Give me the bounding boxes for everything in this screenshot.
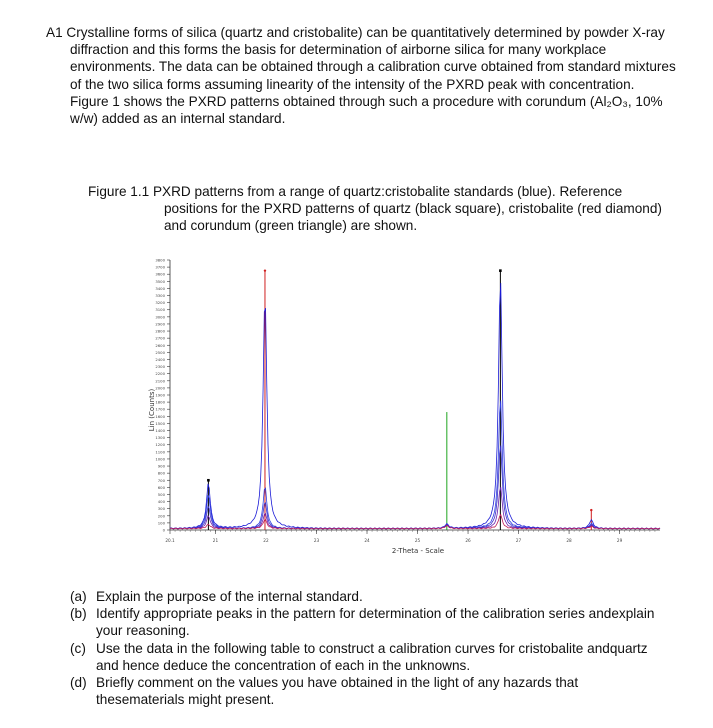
y-tick-label: 2400 [155, 356, 165, 362]
pattern-series [170, 283, 660, 529]
y-tick-label: 2000 [155, 385, 165, 391]
x-tick-label: 20.1 [165, 538, 175, 543]
x-tick-label: 27 [515, 538, 522, 543]
question-item [70, 640, 670, 674]
y-axis [155, 258, 170, 533]
x-tick-label: 25 [414, 538, 421, 543]
y-tick-label: 2900 [155, 321, 165, 327]
question-item [70, 588, 670, 605]
y-tick-label: 2800 [155, 328, 165, 334]
quartz-square-marker [207, 479, 210, 482]
pattern-line-standard-3 [170, 445, 660, 528]
y-tick-label: 700 [157, 477, 165, 483]
y-tick-label: 900 [157, 463, 165, 469]
y-tick-label: 500 [157, 491, 165, 497]
x-tick-label: 21 [212, 538, 219, 543]
y-tick-label: 300 [157, 506, 165, 512]
y-tick-label: 1800 [155, 399, 165, 405]
y-axis-label: Lin (Counts) [148, 388, 156, 432]
question-item [70, 674, 670, 708]
pattern-line-standard-1 [170, 283, 660, 529]
x-tick-label: 22 [263, 538, 269, 543]
y-tick-label: 1000 [155, 456, 165, 462]
question-label: (c) [70, 640, 86, 656]
y-tick-label: 3200 [155, 300, 165, 306]
y-tick-label: 2300 [155, 364, 165, 370]
cristobalite-diamond-marker [590, 509, 592, 511]
y-tick-label: 100 [157, 520, 165, 526]
x-tick-label: 29 [616, 538, 623, 543]
y-tick-label: 3100 [155, 307, 165, 313]
question-text: Use the data in the following table to construct a calibration curves for cristobalite andquartz and hence deduce the concentration of each in the unknowns. [96, 640, 648, 673]
y-tick-label: 1200 [155, 442, 165, 448]
y-tick-label: 3300 [155, 293, 165, 299]
y-tick-label: 1600 [155, 413, 165, 419]
x-tick-label: 26 [465, 538, 471, 543]
y-tick-label: 0 [162, 527, 165, 533]
question-item [70, 605, 670, 639]
cristobalite-diamond-marker [264, 269, 266, 271]
x-tick-label: 28 [566, 538, 572, 543]
y-tick-label: 3600 [155, 271, 165, 277]
y-tick-label: 800 [157, 470, 165, 476]
question-intro [46, 24, 676, 127]
pxrd-chart [140, 250, 665, 560]
x-axis [162, 527, 660, 543]
y-tick-label: 3800 [155, 257, 165, 263]
quartz-square-marker [499, 269, 502, 272]
x-tick-label: 23 [313, 538, 320, 543]
question-label: (d) [70, 675, 87, 691]
y-tick-label: 1100 [155, 449, 165, 455]
y-tick-label: 1300 [155, 435, 165, 441]
question-text: Explain the purpose of the internal standard. [96, 589, 363, 604]
x-axis-label: 2-Theta - Scale [391, 547, 445, 555]
pxrd-chart-svg [140, 250, 665, 560]
y-tick-label: 200 [157, 513, 165, 519]
y-tick-label: 2500 [155, 349, 165, 355]
question-text: Identify appropriate peaks in the pattern for determination of the calibration series andexplain your reasoning. [96, 606, 655, 639]
question-text: Briefly comment on the values you have obtained in the light of any hazards that thesematerials might present. [96, 675, 579, 708]
y-tick-label: 1900 [155, 392, 165, 398]
question-label: (b) [70, 606, 87, 622]
x-tick-label: 24 [364, 538, 370, 543]
y-tick-label: 3500 [155, 278, 165, 284]
figure-caption-text: Figure 1.1 PXRD patterns from a range of quartz:cristobalite standards (blue). Reference positions for the PXRD patterns of quartz (black square), cristobalite (red diamond) and corundum (green triangle) are shown. [88, 184, 662, 234]
y-tick-label: 2100 [155, 378, 165, 384]
y-tick-label: 2600 [155, 342, 165, 348]
intro-paragraph: A1 Crystalline forms of silica (quartz and cristobalite) can be quantitatively determined by powder X-ray diffraction and this forms the basis for determination of airborne silica for many workplace environments. The data can be obtained through a calibration curve obtained from standard mixtures of the two silica forms assuming linearity of the intensity of the PXRD peak with concentration. Figure 1 shows the PXRD patterns obtained through such a procedure with corundum (Al₂O₃, 10% w/w) added as an internal standard. [46, 25, 676, 127]
y-tick-label: 2200 [155, 371, 165, 377]
figure-caption [88, 183, 668, 235]
y-tick-label: 3700 [155, 264, 165, 270]
y-tick-label: 400 [157, 499, 165, 505]
y-tick-label: 1500 [155, 420, 165, 426]
reference-lines [207, 269, 592, 530]
y-tick-label: 600 [157, 484, 165, 490]
pattern-line-standard-4 [170, 487, 660, 529]
question-list [70, 588, 670, 708]
y-tick-label: 2700 [155, 335, 165, 341]
y-tick-label: 3000 [155, 314, 165, 320]
pattern-line-standard-2 [170, 401, 660, 529]
y-tick-label: 3400 [155, 285, 165, 291]
y-tick-label: 1400 [155, 428, 165, 434]
question-label: (a) [70, 589, 87, 604]
y-tick-label: 1700 [155, 406, 165, 412]
